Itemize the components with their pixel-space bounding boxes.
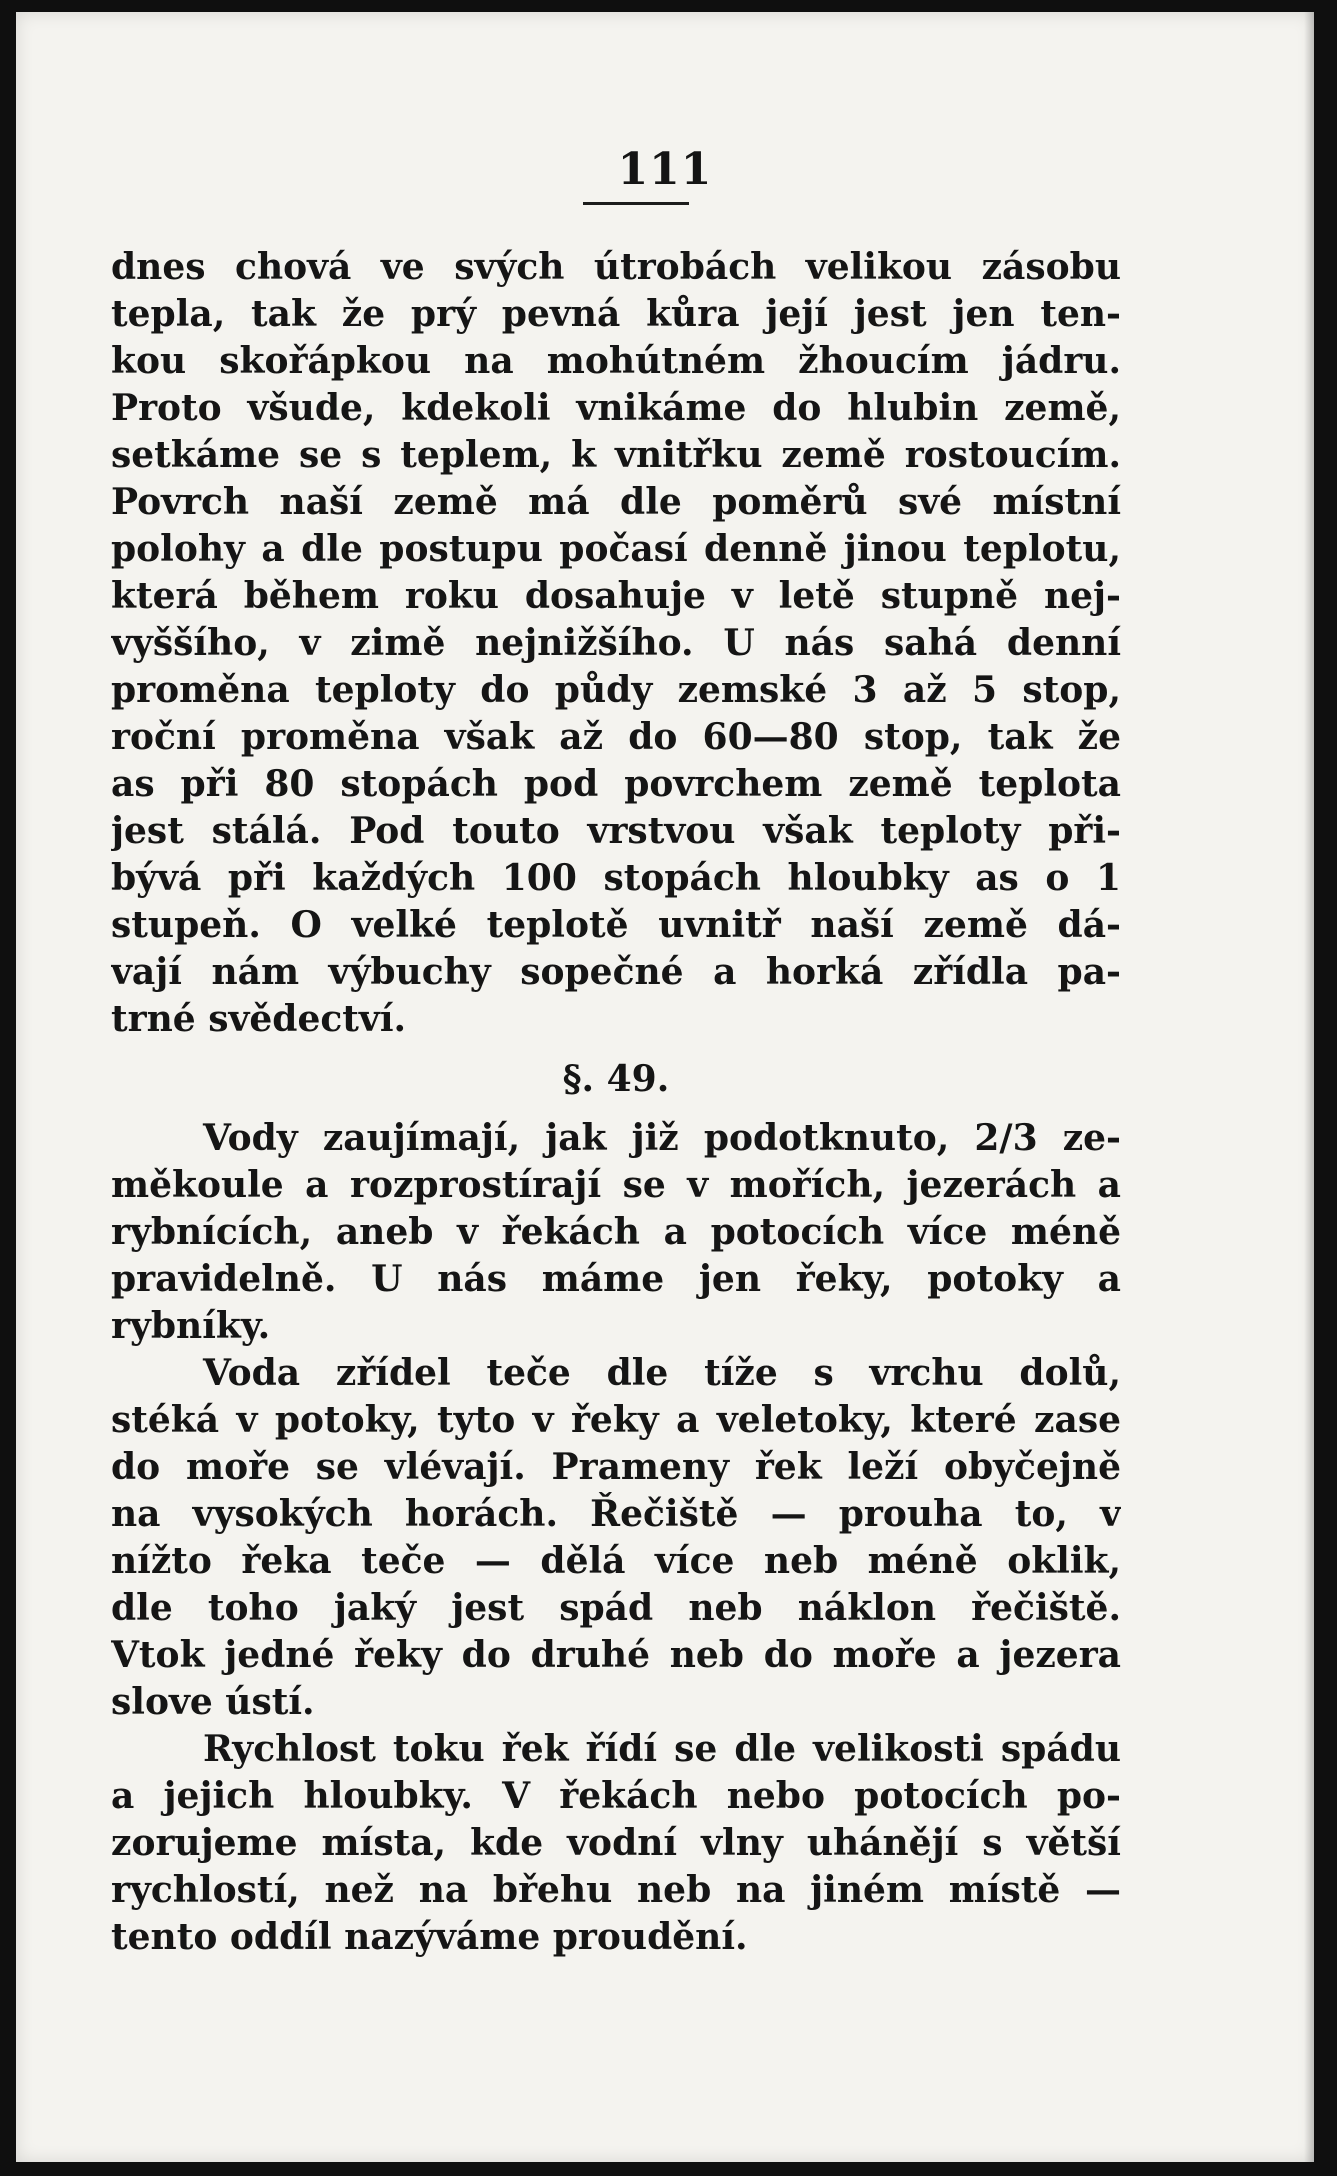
text-line: která během roku dosahuje v letě stupně nej- [111,575,1121,617]
text-line: pravidelně. U nás máme jen řeky, potoky a [111,1258,1121,1300]
text-line: nížto řeka teče — dělá více neb méně oklik, [111,1540,1121,1582]
text-line: dle toho jaký jest spád neb náklon řečiště. [111,1587,1121,1629]
section-heading: §. 49. [562,1058,670,1100]
text-line: stéká v potoky, tyto v řeky a veletoky, které zase [111,1399,1121,1441]
page-edge-shadow [1304,12,1314,2162]
text-line: dnes chová ve svých útrobách velikou zásobu [111,246,1121,288]
text-line: zorujeme místa, kde vodní vlny uhánějí s větší [111,1822,1121,1864]
text-line: slove ústí. [111,1681,315,1723]
text-line: setkáme se s teplem, k vnitřku země rostoucím. [111,434,1121,476]
text-line: měkoule a rozprostírají se v mořích, jezerách a [111,1164,1121,1206]
text-line: Rychlost toku řek řídí se dle velikosti spádu [203,1728,1121,1770]
text-line: as při 80 stopách pod povrchem země teplota [111,763,1121,805]
text-line: vyššího, v zimě nejnižšího. U nás sahá denní [111,622,1121,664]
text-line: Proto všude, kdekoli vnikáme do hlubin země, [111,387,1121,429]
text-line: Povrch naší země má dle poměrů své místní [111,481,1121,523]
text-line: proměna teploty do půdy zemské 3 až 5 stop, [111,669,1121,711]
book-page [16,12,1314,2162]
text-line: trné svědectví. [111,998,407,1040]
text-line: tepla, tak že prý pevná kůra její jest jen ten- [111,293,1121,335]
text-line: kou skořápkou na mohútném žhoucím jádru. [111,340,1121,382]
page-number-rule [583,202,689,205]
text-line: bývá při každých 100 stopách hloubky as o 1 [111,857,1121,899]
text-line: rychlostí, než na břehu neb na jiném místě — [111,1869,1121,1911]
text-line: a jejich hloubky. V řekách nebo potocích po- [111,1775,1121,1817]
text-line: roční proměna však až do 60—80 stop, tak že [111,716,1121,758]
text-line: Vody zaujímají, jak již podotknuto, 2/3 ze- [203,1117,1121,1159]
text-line: Vtok jedné řeky do druhé neb do moře a jezera [111,1634,1121,1676]
text-line: jest stálá. Pod touto vrstvou však teploty při- [111,810,1121,852]
text-line: stupeň. O velké teplotě uvnitř naší země dá- [111,904,1121,946]
body-text [111,244,1121,1961]
text-line: rybníky. [111,1305,271,1347]
page-number: 111 [617,144,713,195]
text-line: polohy a dle postupu počasí denně jinou teplotu, [111,528,1121,570]
text-line: do moře se vlévají. Prameny řek leží obyčejně [111,1446,1121,1488]
text-line: rybnících, aneb v řekách a potocích více méně [111,1211,1121,1253]
text-line: vají nám výbuchy sopečné a horká zřídla pa- [111,951,1121,993]
text-line: tento oddíl nazýváme proudění. [111,1916,748,1958]
text-line: Voda zřídel teče dle tíže s vrchu dolů, [203,1352,1121,1394]
text-line: na vysokých horách. Řečiště — prouha to, v [111,1493,1121,1535]
